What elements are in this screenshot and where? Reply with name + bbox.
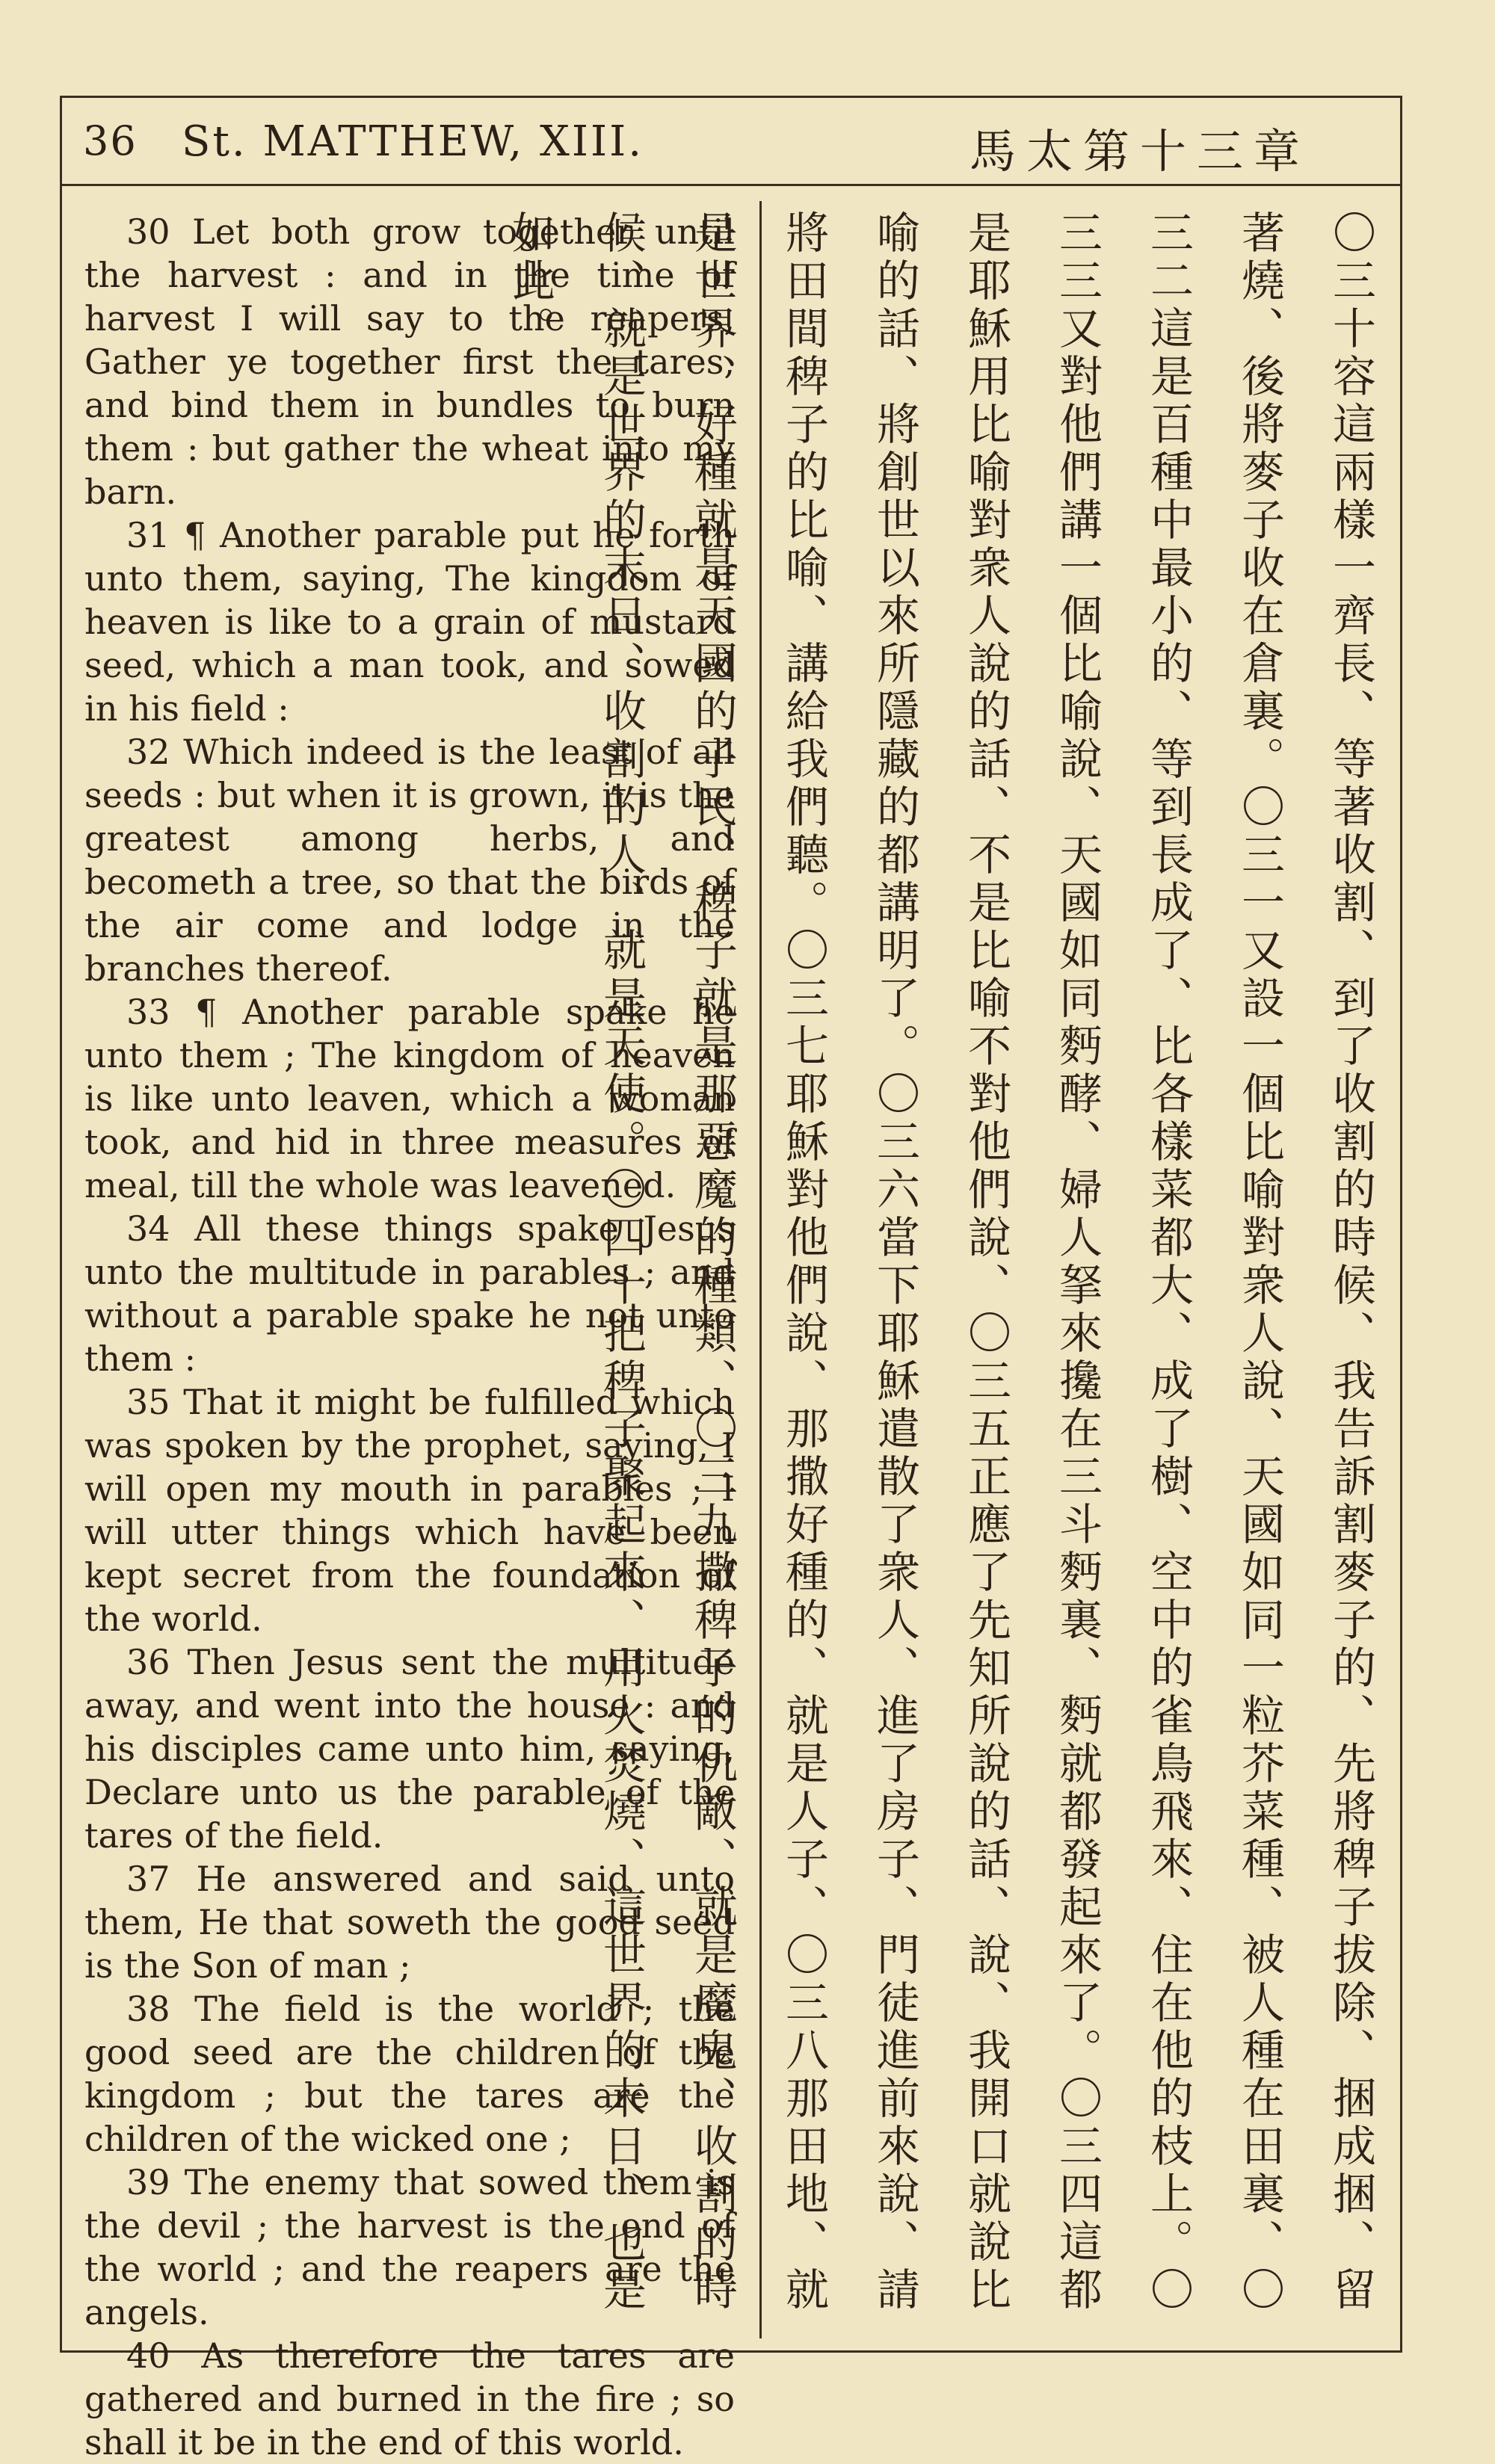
verse-39: 39 The enemy that sowed them is the devil ; the harvest is the end of the world ; and the reapers are the angels.: [84, 2162, 735, 2332]
chinese-title: 馬太第十三章: [969, 124, 1310, 179]
running-title: St. MATTHEW, XIII.: [182, 117, 644, 166]
page-header: [62, 98, 1400, 186]
verse-31: 31 ¶ Another parable put he forth unto them, saying, The kingdom of heaven is like to a grain of mustard seed, which a man took, and sowed in his field :: [84, 515, 735, 729]
page-number: 36: [83, 117, 138, 164]
page-frame: [60, 96, 1402, 2463]
verse-40: 40 As therefore the tares are gathered and burned in the fire ; so shall it be in the end of this world.: [84, 2335, 735, 2463]
verse-36: 36 Then Jesus sent the multitude away, and went into the house : and his disciples came unto him, saying, Declare unto us the parable of the tares of the field.: [84, 1642, 735, 1856]
verse-37: 37 He answered and said unto them, He that soweth the good seed is the Son of man ;: [84, 1859, 735, 1986]
chinese-column: [505, 210, 1396, 2340]
verse-33: 33 ¶ Another parable spake he unto them ; The kingdom of heaven is like unto leaven, which a woman took, and hid in three measures of meal, till the whole was leavened.: [84, 992, 735, 1205]
verse-34: 34 All these things spake Jesus unto the multitude in parables ; and without a parable spake he not unto them :: [84, 1208, 735, 1379]
verse-35: 35 That it might be fulfilled which was spoken by the prophet, saying, I will open my mouth in parables ; I will utter things which have been kept secret from the foundation of the world.: [84, 1382, 735, 1639]
verse-30: 30 Let both grow together until the harvest : and in the time of harvest I will say to the reapers, Gather ye together first the tares, and bind them in bundles to burn them : but gather the wheat into my barn.: [84, 211, 735, 512]
verse-32: 32 Which indeed is the least of all seeds : but when it is grown, it is the greatest among herbs, and becometh a tree, so that the birds of the air come and lodge in the branches thereof.: [84, 732, 735, 989]
chinese-verse-text: 〇三十容這兩樣一齊長、等著收割、到了收割的時候、我告訴割麥子的、先將稗子拔除、捆成捆、留著燒、後將麥子收在倉裏。〇三一又設一個比喻對衆人說、天國如同一粒芥菜種、被人種在田裏、〇三二這是百種中最小的、等到長成了、比各樣菜都大、成了樹、空中的雀鳥飛來、住在他的枝上。〇三三又對他們講一個比喻說、天國如同麪酵、婦人拏來攙在三斗麪裏、麪就都發起來了。〇三四這都是耶穌用比喻對衆人說的話、不是比喻不對他們說、〇三五正應了先知所說的話、說、我開口就說比喻的話、將創世以來所隱藏的都講明了。〇三六當下耶穌遣散了衆人、進了房子、門徒進前來說、請將田間稗子的比喻、講給我們聽。〇三七耶穌對他們說、那撒好種的、就是人子、〇三八那田地、就是世界、好種就是天國的子民、稗子就是那惡魔的種類、〇三九撒稗子的仇敵、就是魔鬼、收割的時候、就是世界的末日、收割的人、就是天使。〇四十把稗子聚起來、用火焚燒、這世界的末日、也是如此。: [505, 210, 1376, 2315]
verse-38: 38 The field is the world ; the good seed are the children of the kingdom ; but the tares are the children of the wicked one ;: [84, 1989, 735, 2159]
